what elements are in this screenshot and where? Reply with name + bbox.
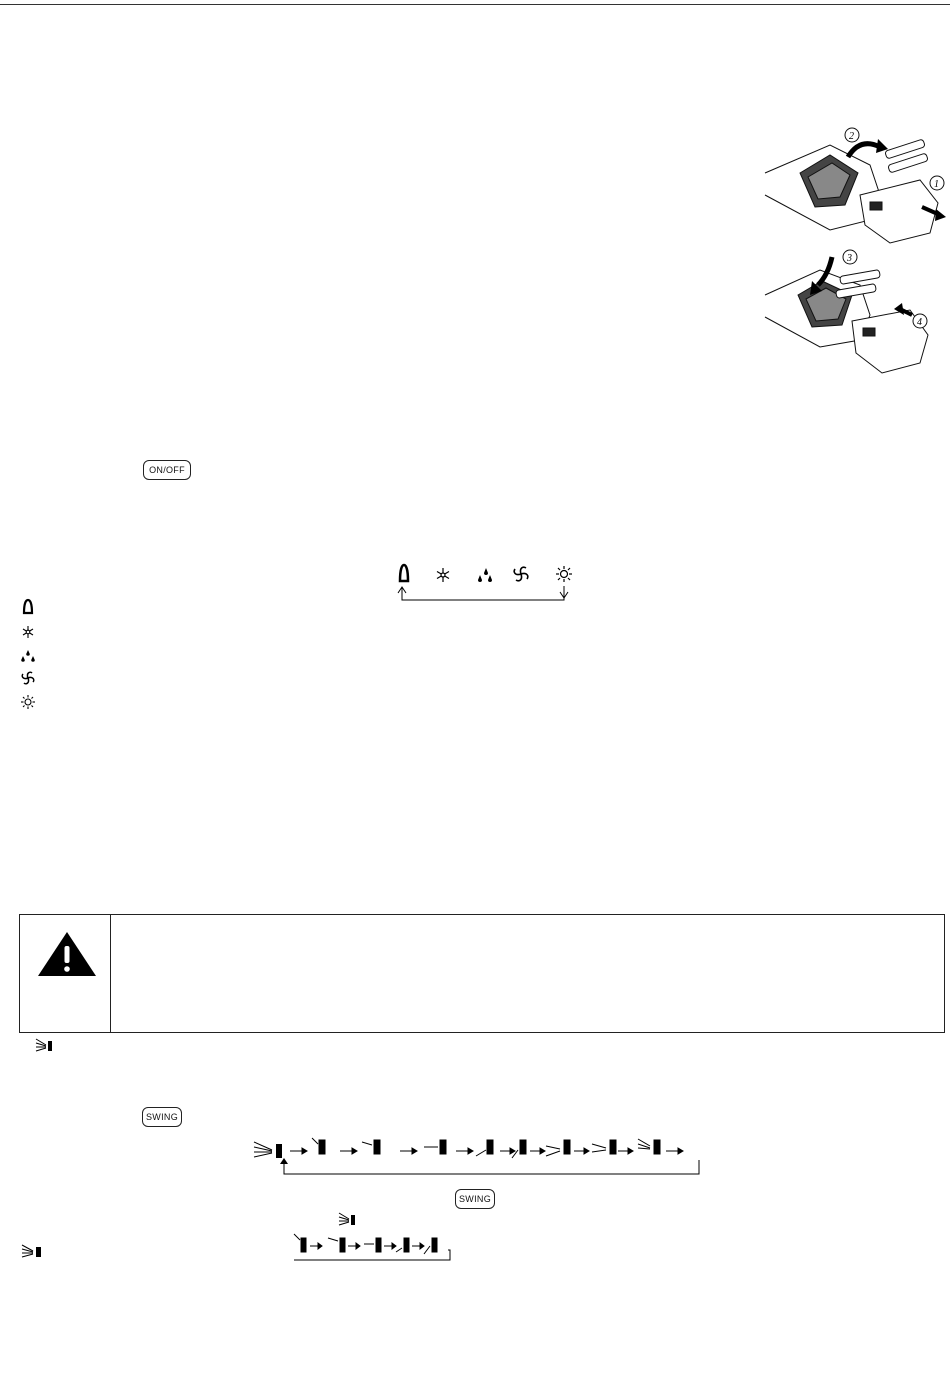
auto-icon (24, 600, 32, 613)
fan-icon (22, 672, 34, 684)
swing-label-2: SWING (459, 1194, 491, 1204)
swing-short-cycle-diagram (292, 1232, 454, 1264)
mode-icon-list (18, 598, 40, 710)
onoff-label: ON/OFF (149, 465, 185, 475)
fan-icon (514, 567, 528, 581)
swing-step-icon (254, 1142, 282, 1158)
swing-cycle-diagram (254, 1136, 704, 1178)
dry-icon (478, 568, 492, 582)
heat-icon (21, 695, 35, 709)
warning-box (19, 914, 945, 1033)
swing-button-2[interactable] (455, 1189, 495, 1209)
swing-louver-icon (22, 1244, 44, 1258)
mode-cycle-diagram (390, 562, 580, 606)
cool-icon (437, 568, 449, 582)
auto-icon (400, 565, 408, 581)
swing-label: SWING (146, 1112, 178, 1122)
arrow-step-2 (848, 144, 880, 157)
top-rule (0, 4, 950, 5)
step-3-label: 3 (847, 253, 852, 264)
swing-button[interactable] (142, 1107, 182, 1127)
cool-icon (23, 626, 33, 638)
warning-divider (110, 914, 111, 1033)
swing-louver-icon (36, 1038, 56, 1052)
battery-illustration (760, 125, 950, 375)
step-1-label: 1 (934, 179, 939, 190)
onoff-button[interactable] (143, 460, 191, 480)
dry-icon (21, 650, 35, 662)
heat-icon (556, 566, 572, 582)
swing-louver-icon (339, 1212, 359, 1226)
warning-triangle-icon (36, 930, 98, 978)
step-4-label: 4 (917, 317, 922, 328)
step-2-label: 2 (849, 131, 854, 142)
